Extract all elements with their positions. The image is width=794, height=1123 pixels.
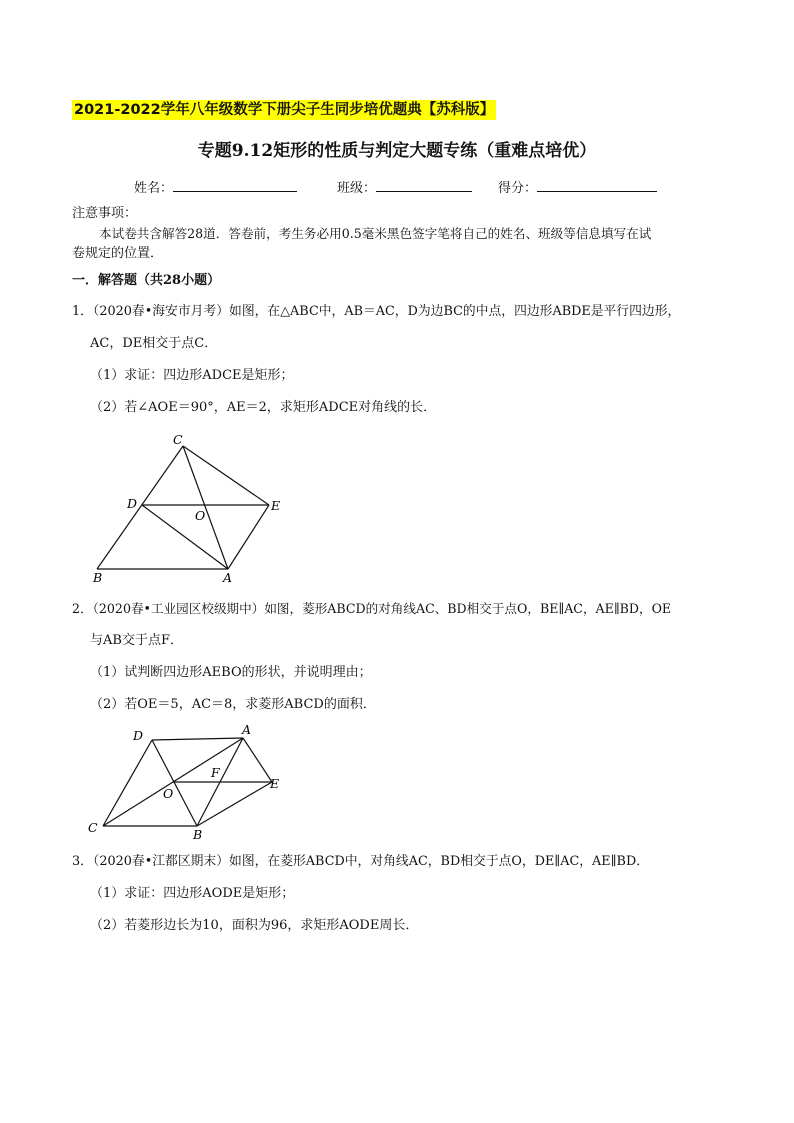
segment-BC (97, 446, 183, 569)
problem-1-part-1: （1）求证：四边形ADCE是矩形； (90, 368, 294, 383)
score-blank[interactable] (537, 179, 657, 192)
problem-3-part-1: （1）求证：四边形AODE是矩形； (90, 886, 295, 901)
diagonal-DB (152, 740, 197, 826)
segment-DC (103, 740, 152, 826)
problem-2-part-1: （1）试判断四边形AEBO的形状，并说明理由； (90, 665, 372, 680)
name-blank[interactable] (173, 179, 297, 192)
notice-line-1: 本试卷共含解答28道．答卷前，考生务必用0.5毫米黑色签字笔将自己的姓名、班级等信息填写在试 (99, 226, 652, 241)
notice-line-2: 卷规定的位置． (72, 246, 164, 261)
class-label: 班级： (337, 181, 377, 196)
problem-3-line-1: 3．（2020春•江都区期末）如图，在菱形ABCD中，对角线AC，BD相交于点O，DE∥AC，AE∥BD． (72, 854, 649, 869)
label-B: B (193, 827, 203, 842)
segment-EA (228, 505, 269, 569)
label-A: A (242, 722, 252, 737)
problem-2-line-2: 与AB交于点F． (90, 633, 183, 648)
problem-2-line-1: 2．（2020春•工业园区校级期中）如图，菱形ABCD的对角线AC、BD相交于点O，BE∥AC，AE∥BD，OE (72, 601, 672, 616)
segment-DA (142, 505, 228, 569)
name-label: 姓名： (134, 181, 174, 196)
label-A: A (223, 570, 233, 585)
label-D: D (133, 728, 144, 743)
page-title: 专题9.12矩形的性质与判定大题专练（重难点培优） (197, 141, 597, 161)
notice-heading: 注意事项： (72, 206, 138, 221)
label-C: C (88, 820, 98, 835)
score-label: 得分： (498, 181, 538, 196)
class-blank[interactable] (376, 179, 472, 192)
problem-2-figure (85, 722, 290, 844)
series-banner: 2021-2022学年八年级数学下册尖子生同步培优题典【苏科版】 (74, 102, 495, 118)
score-field[interactable] (498, 177, 657, 196)
name-field[interactable] (134, 177, 297, 196)
segment-CE (183, 446, 269, 505)
segment-AE (243, 738, 272, 782)
problem-3-part-2: （2）若菱形边长为10，面积为96，求矩形AODE周长． (90, 918, 419, 933)
label-E: E (270, 776, 280, 791)
label-C: C (173, 432, 183, 447)
label-B: B (93, 570, 103, 585)
problem-1-line-1: 1．（2020春•海安市月考）如图，在△ABC中，AB＝AC，D为边BC的中点，四边形ABDE是平行四边形， (72, 304, 681, 319)
segment-CA (183, 446, 228, 569)
class-field[interactable] (337, 177, 472, 196)
label-O: O (195, 508, 206, 523)
section-heading: 一．解答题（共28小题） (72, 273, 221, 288)
label-F: F (211, 765, 220, 780)
problem-1-figure (85, 432, 300, 587)
segment-DA (152, 738, 243, 740)
problem-1-line-2: AC，DE相交于点C． (90, 336, 218, 351)
problem-2-part-2: （2）若OE＝5，AC＝8，求菱形ABCD的面积． (90, 697, 376, 712)
problem-1-part-2: （2）若∠AOE＝90°，AE＝2，求矩形ADCE对角线的长． (90, 400, 437, 415)
label-D: D (127, 496, 138, 511)
label-E: E (271, 498, 281, 513)
label-O: O (163, 786, 174, 801)
